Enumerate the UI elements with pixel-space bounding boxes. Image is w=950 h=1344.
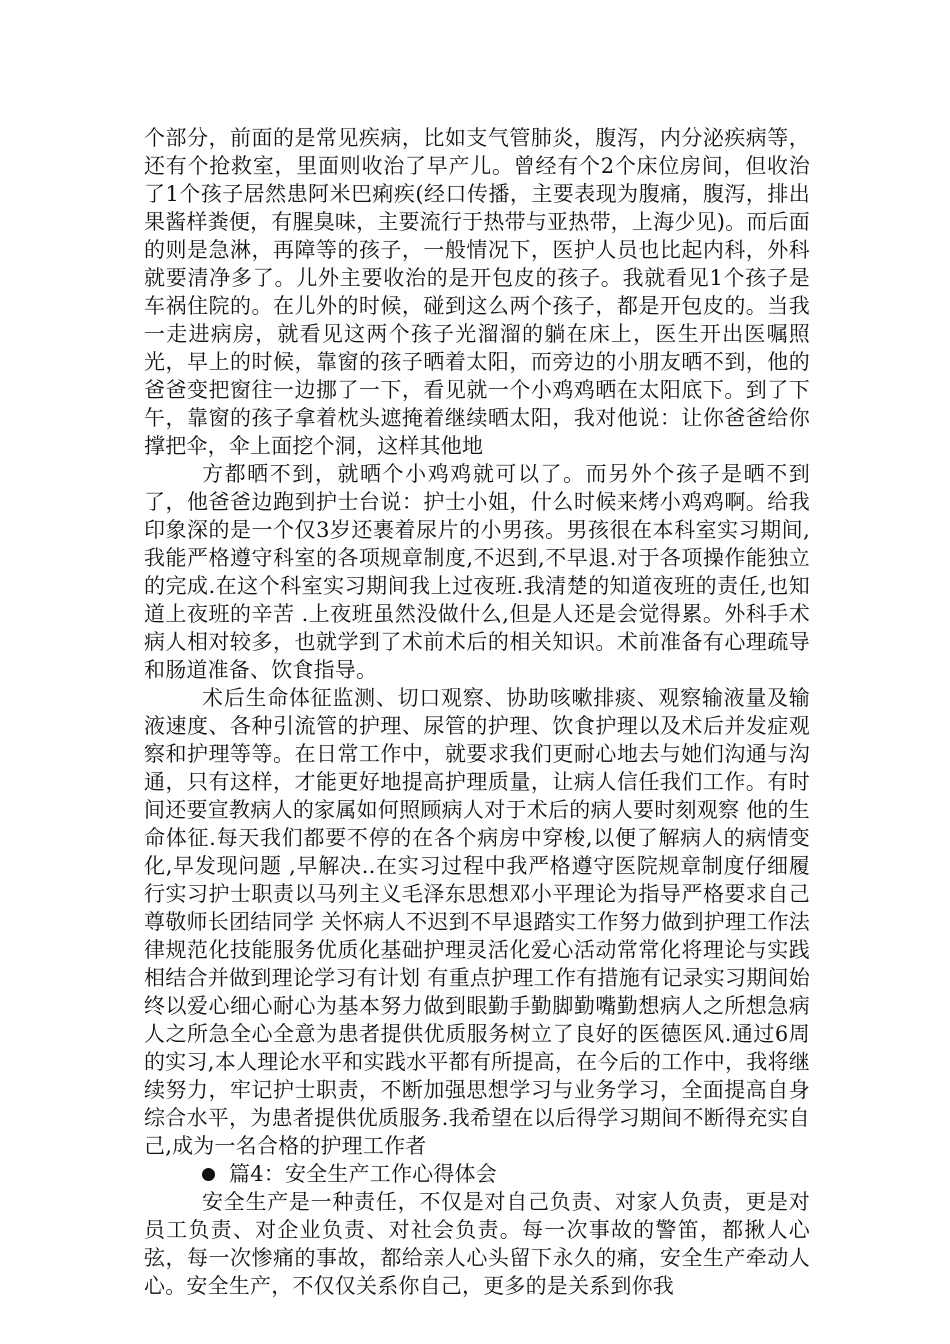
section-heading-line	[144, 1160, 810, 1188]
section-heading: 篇4：安全生产工作心得体会	[229, 1162, 497, 1186]
section-paragraph: 安全生产是一种责任，不仅是对自己负责、对家人负责，更是对员工负责、对企业负责、对社会负责。每一次事故的警笛，都揪人心弦，每一次惨痛的事故，都给亲人心头留下永久的痛，安全生产牵动人心。安全生产，不仅仅关系你自己，更多的是关系到你我	[144, 1190, 810, 1298]
body-paragraph-1: 个部分，前面的是常见疾病，比如支气管肺炎，腹泻，内分泌疾病等，还有个抢救室，里面则收治了早产儿。曾经有个2个床位房间，但收治了1个孩子居然患阿米巴痢疾(经口传播，主要表现为腹痛，腹泻，排出果酱样粪便，有腥臭味，主要流行于热带与亚热带，上海少见)。而后面的则是急淋，再障等的孩子，一般情况下，医护人员也比起内科，外科就要清净多了。儿外主要收治的是开包皮的孩子。我就看见1个孩子是车祸住院的。在儿外的时候，碰到这么两个孩子，都是开包皮的。当我一走进病房，就看见这两个孩子光溜溜的躺在床上，医生开出医嘱照光，早上的时候，靠窗的孩子晒着太阳，而旁边的小朋友晒不到，他的爸爸变把窗往一边挪了一下，看见就一个小鸡鸡晒在太阳底下。到了下午，靠窗的孩子拿着枕头遮掩着继续晒太阳，我对他说：让你爸爸给你撑把伞，伞上面挖个洞，这样其他地	[144, 126, 810, 458]
bullet-icon	[202, 1168, 215, 1181]
body-paragraph-2: 方都晒不到，就晒个小鸡鸡就可以了。而另外个孩子是晒不到了，他爸爸边跑到护士台说：护士小姐，什么时候来烤小鸡鸡啊。给我印象深的是一个仅3岁还裹着尿片的小男孩。男孩很在本科室实习期间,我能严格遵守科室的各项规章制度,不迟到,不早退.对于各项操作能独立的完成.在这个科室实习期间我上过夜班.我清楚的知道夜班的责任,也知道上夜班的辛苦 .上夜班虽然没做什么,但是人还是会觉得累。外科手术病人相对较多，也就学到了术前术后的相关知识。术前准备有心理疏导和肠道准备、饮食指导。	[144, 462, 810, 682]
body-paragraph-3: 术后生命体征监测、切口观察、协助咳嗽排痰、观察输液量及输液速度、各种引流管的护理、尿管的护理、饮食护理以及术后并发症观察和护理等等。在日常工作中，就要求我们更耐心地去与她们沟通与沟通，只有这样，才能更好地提高护理质量，让病人信任我们工作。有时间还要宣教病人的家属如何照顾病人对于术后的病人要时刻观察 他的生命体征.每天我们都要不停的在各个病房中穿梭,以便了解病人的病情变化,早发现问题 ,早解决..在实习过程中我严格遵守医院规章制度仔细履行实习护士职责以马列主义毛泽东思想邓小平理论为指导严格要求自己尊敬师长团结同学 关怀病人不迟到不早退踏实工作努力做到护理工作法律规范化技能服务优质化基础护理灵活化爱心活动常常化将理论与实践相结合并做到理论学习有计划 有重点护理工作有措施有记录实习期间始终以爱心细心耐心为基本努力做到眼勤手勤脚勤嘴勤想病人之所想急病人之所急全心全意为患者提供优质服务树立了良好的医德医风.通过6周的实习,本人理论水平和实践水平都有所提高，在今后的工作中，我将继续努力，牢记护士职责，不断加强思想学习与业务学习，全面提高自身综合水平，为患者提供优质服务.我希望在以后得学习期间不断得充实自己,成为一名合格的护理工作者	[144, 686, 810, 1158]
document-page	[144, 124, 810, 1300]
